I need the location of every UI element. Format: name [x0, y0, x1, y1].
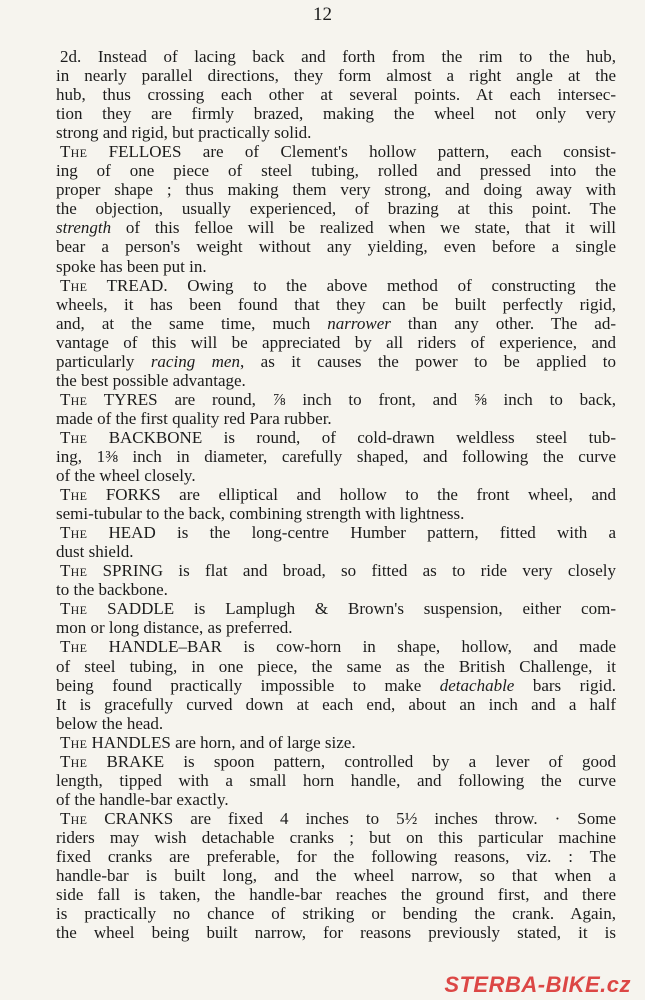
section-lead: The [60, 523, 88, 543]
text-line [56, 123, 616, 142]
section-lead: The [60, 485, 88, 505]
line-text: than any other. The ad- [390, 313, 617, 333]
section-lead: The [60, 732, 88, 752]
text-line [56, 390, 616, 409]
text-line [56, 314, 616, 333]
line-text: semi-tubular to the back, combining strength with lightness. [56, 504, 465, 524]
section-lead: The [60, 427, 88, 447]
text-line [56, 542, 616, 561]
line-text: below the head. [56, 713, 164, 733]
line-text: strong and rigid, but practically solid. [56, 123, 312, 143]
line-text: is practically no chance of striking or bending the crank. Again, [56, 904, 616, 924]
text-line [56, 580, 616, 599]
section-lead: The [60, 275, 88, 295]
text-line [56, 733, 616, 752]
text-line [56, 257, 616, 276]
line-text: handle-bar is built long, and the wheel narrow, so that when a [56, 866, 616, 886]
text-line [56, 66, 616, 85]
text-line [56, 866, 616, 885]
line-text: of this felloe will be realized when we state, that it will [111, 218, 616, 238]
line-text: FELLOES are of Clement's hollow pattern, each consist- [87, 142, 616, 162]
line-text: , as it causes the power to be applied to [239, 351, 616, 371]
line-text: proper shape ; thus making them very strong, and doing away with [56, 180, 616, 200]
text-line [56, 85, 616, 104]
line-text: being found practically impossible to make [56, 675, 440, 695]
line-text: bear a person's weight without any yielding, even before a single [56, 237, 616, 257]
italic-text: racing men [150, 351, 240, 371]
page-number: 12 [313, 4, 332, 25]
line-text: FORKS are elliptical and hollow to the front wheel, and [87, 485, 616, 505]
watermark-logo: STERBA-BIKE.cz [444, 972, 631, 997]
text-body [56, 47, 616, 942]
line-text: BRAKE is spoon pattern, controlled by a lever of good [87, 751, 616, 771]
line-text: ing of one piece of steel tubing, rolled and pressed into the [56, 161, 616, 181]
text-line [56, 828, 616, 847]
text-line [56, 466, 616, 485]
line-text: of the wheel closely. [56, 466, 196, 486]
text-line [56, 199, 616, 218]
text-line [56, 237, 616, 256]
text-line [56, 561, 616, 580]
text-line [56, 790, 616, 809]
section-lead: The [60, 142, 88, 162]
line-text: spoke has been put in. [56, 256, 207, 276]
text-line [56, 637, 616, 656]
text-line [56, 618, 616, 637]
line-text: It is gracefully curved down at each end, about an inch and a half [56, 694, 616, 714]
section-lead: The [60, 389, 88, 409]
text-line [56, 885, 616, 904]
line-text: ing, 1⅜ inch in diameter, carefully shaped, and following the curve [56, 446, 616, 466]
section-lead: The [60, 808, 88, 828]
line-text: particularly [56, 351, 151, 371]
line-text: of the handle-bar exactly. [56, 789, 229, 809]
text-line [56, 904, 616, 923]
section-lead: The [60, 599, 88, 619]
line-text: made of the first quality red Para rubber. [56, 408, 332, 428]
line-text: the wheel being built narrow, for reasons previously stated, it is [56, 923, 616, 943]
text-line [56, 447, 616, 466]
line-text: the best possible advantage. [56, 370, 246, 390]
line-text: HANDLES are horn, and of large size. [87, 732, 356, 752]
section-lead: The [60, 561, 88, 581]
text-line [56, 428, 616, 447]
line-text: TREAD. Owing to the above method of constructing the [87, 275, 616, 295]
line-text: mon or long distance, as preferred. [56, 618, 293, 638]
line-text: in nearly parallel directions, they form almost a right angle at the [56, 66, 616, 86]
text-line [56, 333, 616, 352]
line-text: fixed cranks are preferable, for the following reasons, viz. : The [56, 846, 616, 866]
text-line [56, 276, 616, 295]
line-text: TYRES are round, ⅞ inch to front, and ⅝ inch to back, [87, 389, 616, 409]
line-text: to the backbone. [56, 580, 168, 600]
line-text: bars rigid. [514, 675, 616, 695]
text-line [56, 295, 616, 314]
line-text: the objection, usually experienced, of brazing at this point. The [56, 199, 616, 219]
text-line [56, 657, 616, 676]
line-text: dust shield. [56, 542, 134, 562]
italic-text: narrower [327, 313, 391, 333]
text-line [56, 714, 616, 733]
text-line [56, 695, 616, 714]
text-line [56, 847, 616, 866]
text-line [56, 47, 616, 66]
text-line [56, 771, 616, 790]
line-text: of steel tubing, in one piece, the same as the British Challenge, it [56, 656, 616, 676]
italic-text: strength [56, 218, 112, 238]
text-line [56, 409, 616, 428]
text-line [56, 676, 616, 695]
section-lead: The [60, 637, 88, 657]
text-line [56, 752, 616, 771]
text-line [56, 599, 616, 618]
text-line [56, 504, 616, 523]
line-text: 2d. Instead of lacing back and forth from the rim to the hub, [60, 47, 616, 66]
line-text: SADDLE is Lamplugh & Brown's suspension, either com- [87, 599, 616, 619]
text-line [56, 180, 616, 199]
line-text: and, at the same time, much [56, 313, 328, 333]
text-line [56, 161, 616, 180]
line-text: vantage of this will be appreciated by all riders of experience, and [56, 332, 616, 352]
line-text: hub, thus crossing each other at several points. At each intersec- [56, 85, 616, 105]
line-text: length, tipped with a small horn handle, and following the curve [56, 770, 616, 790]
text-line [56, 523, 616, 542]
text-line [56, 809, 616, 828]
line-text: tion they are firmly brazed, making the wheel not only very [56, 104, 616, 124]
section-lead: The [60, 751, 88, 771]
line-text: side fall is taken, the handle-bar reaches the ground first, and there [56, 885, 616, 905]
line-text: riders may wish detachable cranks ; but on this particular machine [56, 827, 616, 847]
line-text: wheels, it has been found that they can be built perfectly rigid, [56, 294, 616, 314]
line-text: HEAD is the long-centre Humber pattern, fitted with a [87, 523, 616, 543]
text-line [56, 352, 616, 371]
text-line [56, 485, 616, 504]
text-line [56, 923, 616, 942]
line-text: HANDLE–BAR is cow-horn in shape, hollow, and made [87, 637, 616, 657]
text-line [56, 371, 616, 390]
text-line [56, 142, 616, 161]
italic-text: detachable [439, 675, 515, 695]
text-line [56, 218, 616, 237]
text-line [56, 104, 616, 123]
line-text: CRANKS are fixed 4 inches to 5½ inches throw. · Some [87, 808, 616, 828]
line-text: SPRING is flat and broad, so fitted as to ride very closely [87, 561, 616, 581]
line-text: BACKBONE is round, of cold-drawn weldless steel tub- [87, 427, 616, 447]
